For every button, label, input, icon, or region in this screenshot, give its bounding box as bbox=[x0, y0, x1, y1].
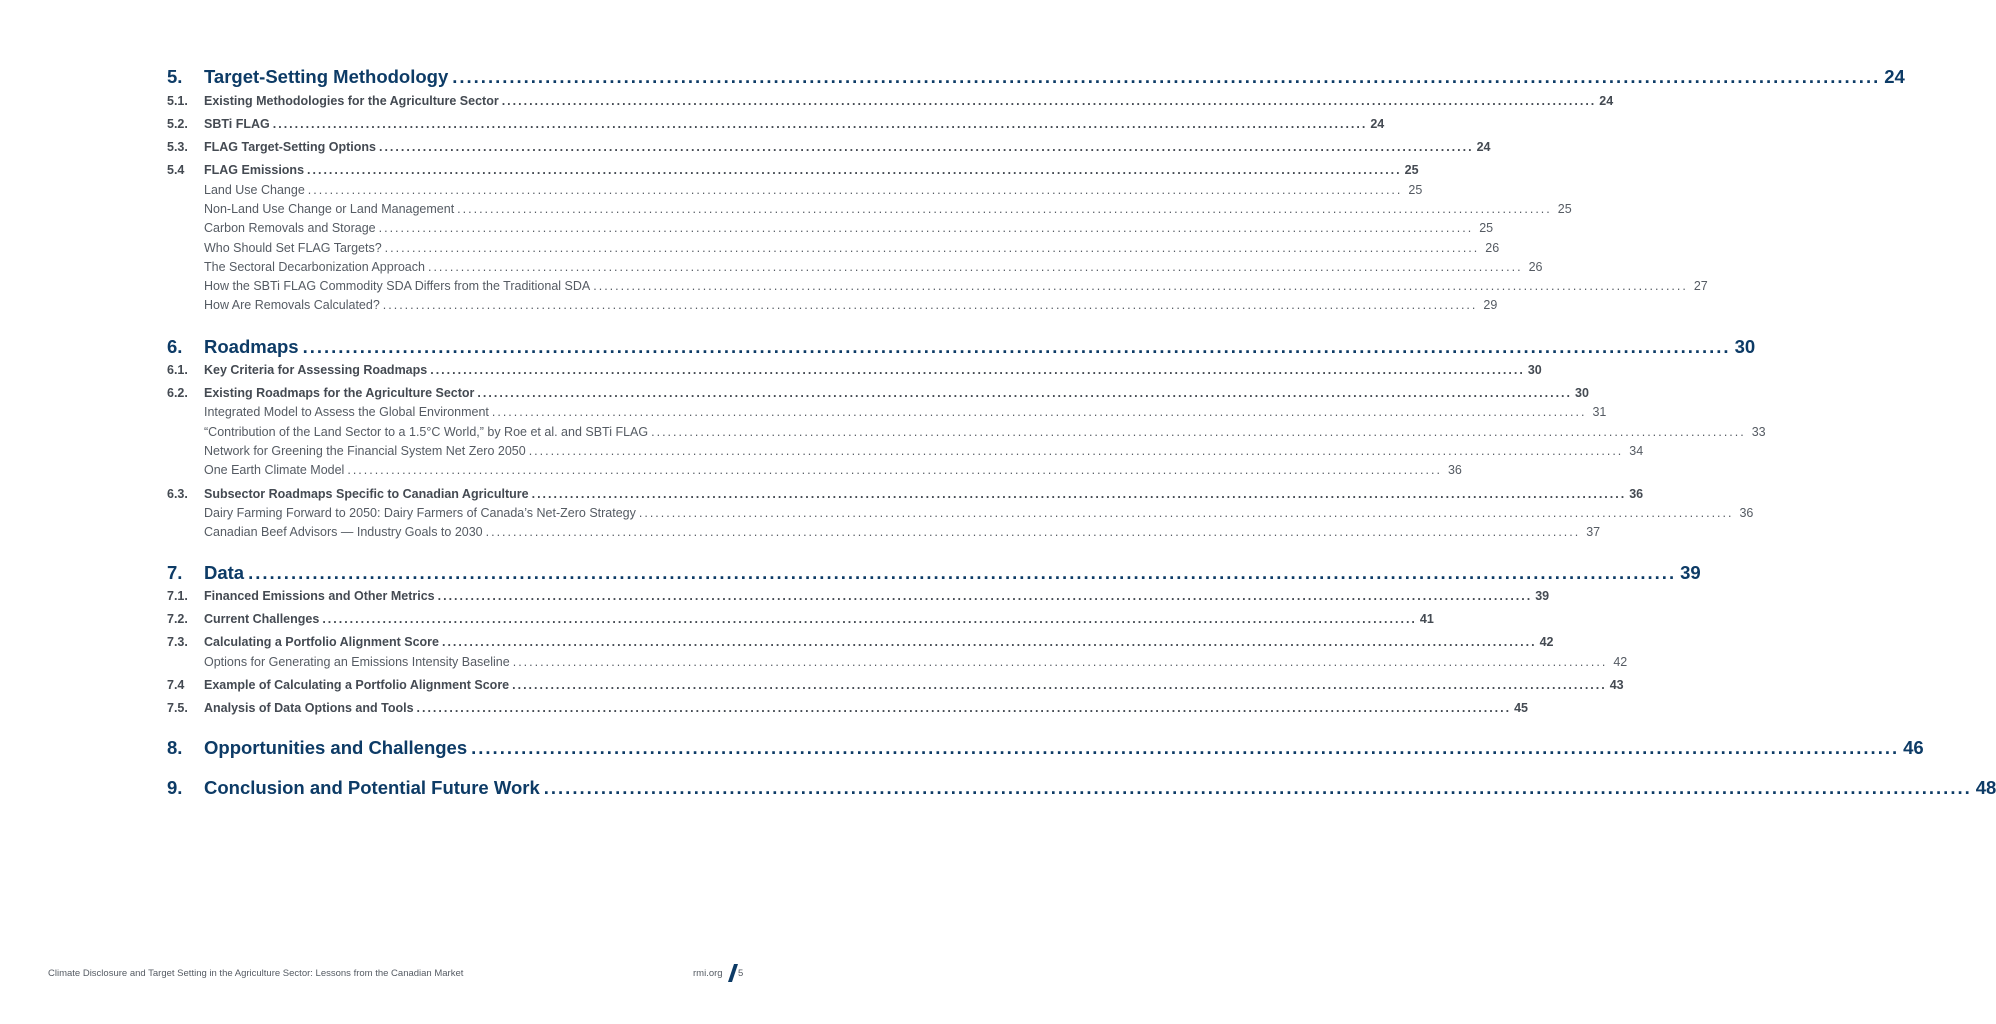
toc-row bbox=[204, 336, 1756, 358]
toc-section-number: 5. bbox=[167, 66, 183, 87]
toc-title: The Sectoral Decarbonization Approach bbox=[204, 260, 425, 274]
toc-dot-leader: ........................................................................................................................................................................................................ bbox=[302, 336, 1731, 357]
toc-dot-leader: ........................................................................................................................................................................................................ bbox=[452, 66, 1881, 87]
toc-title: Opportunities and Challenges bbox=[204, 737, 468, 758]
toc-title: Existing Roadmaps for the Agriculture Sector bbox=[204, 386, 475, 400]
toc-page-number: 33 bbox=[1751, 425, 1766, 439]
toc-page-number: 26 bbox=[1485, 241, 1500, 255]
toc-section-number: 9. bbox=[167, 777, 183, 798]
toc-dot-leader: ........................................................................................................................................................................................................ bbox=[382, 298, 1478, 312]
toc-title: Example of Calculating a Portfolio Alignment Score bbox=[204, 678, 510, 692]
toc-section-number: 5.3. bbox=[167, 140, 188, 154]
toc-page-number: 30 bbox=[1575, 386, 1589, 400]
toc-entry-level-2[interactable] bbox=[0, 363, 1542, 380]
toc-title: Canadian Beef Advisors — Industry Goals to 2030 bbox=[204, 525, 483, 539]
toc-dot-leader: ........................................................................................................................................................................................................ bbox=[471, 737, 1900, 758]
toc-entry-level-3[interactable] bbox=[0, 202, 1572, 219]
toc-row bbox=[204, 506, 1754, 520]
toc-title: Roadmaps bbox=[204, 336, 299, 357]
toc-title: Analysis of Data Options and Tools bbox=[204, 701, 414, 715]
toc-row bbox=[204, 777, 1996, 799]
toc-row bbox=[204, 562, 1701, 584]
toc-title: FLAG Emissions bbox=[204, 163, 305, 177]
toc-page-number: 26 bbox=[1528, 260, 1543, 274]
toc-row bbox=[204, 241, 1500, 255]
toc-entry-level-3[interactable] bbox=[0, 221, 1494, 238]
toc-dot-leader: ........................................................................................................................................................................................................ bbox=[248, 562, 1677, 583]
toc-page-number: 25 bbox=[1557, 202, 1572, 216]
toc-page-number: 42 bbox=[1539, 635, 1554, 649]
toc-entry-level-1[interactable] bbox=[0, 737, 1924, 761]
page-footer bbox=[0, 966, 791, 986]
toc-page-number: 24 bbox=[1599, 94, 1614, 108]
toc-row bbox=[204, 678, 1624, 692]
toc-section-number: 6.3. bbox=[167, 487, 188, 501]
toc-entry-level-2[interactable] bbox=[0, 386, 1589, 403]
toc-entry-level-3[interactable] bbox=[0, 425, 1766, 442]
toc-dot-leader: ........................................................................................................................................................................................................ bbox=[485, 525, 1581, 539]
toc-row bbox=[204, 589, 1550, 603]
toc-page-number: 43 bbox=[1609, 678, 1624, 692]
toc-entry-level-1[interactable] bbox=[0, 336, 1756, 360]
toc-entry-level-1[interactable] bbox=[0, 777, 1996, 801]
toc-row bbox=[204, 279, 1708, 293]
toc-page-number: 36 bbox=[1739, 506, 1754, 520]
toc-dot-leader: ........................................................................................................................................................................................................ bbox=[528, 444, 1624, 458]
toc-section-number: 5.2. bbox=[167, 117, 188, 131]
toc-row bbox=[204, 66, 1905, 88]
footer-site-link[interactable]: rmi.org bbox=[693, 968, 723, 979]
toc-row bbox=[204, 463, 1462, 477]
footer-page-number: 5 bbox=[738, 968, 744, 979]
toc-page-number: 30 bbox=[1734, 336, 1756, 357]
toc-entry-level-3[interactable] bbox=[0, 463, 1462, 480]
toc-dot-leader: ........................................................................................................................................................................................................ bbox=[378, 221, 1474, 235]
toc-title: Key Criteria for Assessing Roadmaps bbox=[204, 363, 428, 377]
toc-title: “Contribution of the Land Sector to a 1.5°C World,” by Roe et al. and SBTi FLAG bbox=[204, 425, 649, 439]
toc-row bbox=[204, 260, 1543, 274]
toc-title: Options for Generating an Emissions Intensity Baseline bbox=[204, 655, 510, 669]
toc-dot-leader: ........................................................................................................................................................................................................ bbox=[416, 701, 1512, 715]
toc-title: Calculating a Portfolio Alignment Score bbox=[204, 635, 439, 649]
toc-section-number: 6.2. bbox=[167, 386, 188, 400]
toc-dot-leader: ........................................................................................................................................................................................................ bbox=[307, 163, 1402, 177]
toc-section-number: 5.1. bbox=[167, 94, 188, 108]
toc-entry-level-2[interactable] bbox=[0, 163, 1419, 180]
toc-page-number: 30 bbox=[1527, 363, 1542, 377]
toc-title: Financed Emissions and Other Metrics bbox=[204, 589, 435, 603]
toc-dot-leader: ........................................................................................................................................................................................................ bbox=[593, 279, 1688, 293]
toc-page-number: 48 bbox=[1975, 777, 1996, 798]
toc-row bbox=[204, 94, 1614, 108]
toc-dot-leader: ........................................................................................................................................................................................................ bbox=[477, 386, 1573, 400]
toc-row bbox=[204, 202, 1572, 216]
toc-entry-level-3[interactable] bbox=[0, 241, 1500, 258]
toc-page-number: 24 bbox=[1884, 66, 1905, 87]
toc-section-number: 7. bbox=[167, 562, 183, 583]
toc-entry-level-3[interactable] bbox=[0, 183, 1423, 200]
toc-row bbox=[204, 183, 1423, 197]
toc-entry-level-2[interactable] bbox=[0, 635, 1554, 652]
toc-title: Carbon Removals and Storage bbox=[204, 221, 376, 235]
toc-dot-leader: ........................................................................................................................................................................................................ bbox=[491, 405, 1587, 419]
toc-title: Who Should Set FLAG Targets? bbox=[204, 241, 382, 255]
toc-title: SBTi FLAG bbox=[204, 117, 270, 131]
toc-section-number: 7.1. bbox=[167, 589, 188, 603]
toc-title: Network for Greening the Financial System Net Zero 2050 bbox=[204, 444, 526, 458]
toc-page-number: 39 bbox=[1680, 562, 1701, 583]
toc-dot-leader: ........................................................................................................................................................................................................ bbox=[437, 589, 1533, 603]
toc-page-number: 24 bbox=[1476, 140, 1491, 154]
toc-row bbox=[204, 221, 1494, 235]
toc-entry-level-3[interactable] bbox=[0, 298, 1498, 315]
toc-entry-level-1[interactable] bbox=[0, 66, 1905, 90]
toc-entry-level-3[interactable] bbox=[0, 260, 1543, 277]
toc-page-number: 45 bbox=[1514, 701, 1529, 715]
toc-page-number: 25 bbox=[1408, 183, 1423, 197]
toc-title: Current Challenges bbox=[204, 612, 320, 626]
toc-dot-leader: ........................................................................................................................................................................................................ bbox=[441, 635, 1537, 649]
toc-dot-leader: ........................................................................................................................................................................................................ bbox=[531, 487, 1627, 501]
toc-entry-level-2[interactable] bbox=[0, 140, 1491, 157]
slash-divider-icon bbox=[728, 964, 738, 982]
toc-title: How Are Removals Calculated? bbox=[204, 298, 380, 312]
toc-section-number: 7.4 bbox=[167, 678, 185, 692]
toc-dot-leader: ........................................................................................................................................................................................................ bbox=[512, 678, 1607, 692]
toc-page-number: 37 bbox=[1586, 525, 1601, 539]
toc-title: One Earth Climate Model bbox=[204, 463, 345, 477]
toc-dot-leader: ........................................................................................................................................................................................................ bbox=[347, 463, 1442, 477]
toc-dot-leader: ........................................................................................................................................................................................................ bbox=[272, 117, 1368, 131]
toc-title: Data bbox=[204, 562, 245, 583]
toc-row bbox=[204, 655, 1628, 669]
toc-page-number: 36 bbox=[1447, 463, 1462, 477]
toc-entry-level-3[interactable] bbox=[0, 506, 1754, 523]
footer-document-title: Climate Disclosure and Target Setting in the Agriculture Sector: Lessons from the Canadian Market bbox=[48, 968, 464, 979]
toc-row bbox=[204, 635, 1554, 649]
toc-row bbox=[204, 386, 1589, 400]
toc-page-number: 25 bbox=[1404, 163, 1419, 177]
toc-entry-level-2[interactable] bbox=[0, 612, 1434, 629]
toc-title: Subsector Roadmaps Specific to Canadian Agriculture bbox=[204, 487, 529, 501]
toc-dot-leader: ........................................................................................................................................................................................................ bbox=[512, 655, 1608, 669]
toc-page-number: 46 bbox=[1903, 737, 1924, 758]
toc-entry-level-2[interactable] bbox=[0, 678, 1624, 695]
toc-entry-level-3[interactable] bbox=[0, 525, 1601, 542]
toc-row bbox=[204, 487, 1644, 501]
toc-section-number: 8. bbox=[167, 737, 183, 758]
toc-page-number: 25 bbox=[1479, 221, 1494, 235]
toc-row bbox=[204, 525, 1601, 539]
toc-section-number: 7.3. bbox=[167, 635, 188, 649]
toc-row bbox=[204, 737, 1924, 759]
toc-title: Non-Land Use Change or Land Management bbox=[204, 202, 455, 216]
toc-page-number: 31 bbox=[1592, 405, 1607, 419]
toc-row bbox=[204, 425, 1766, 439]
toc-row bbox=[204, 701, 1529, 715]
toc-row bbox=[204, 117, 1385, 131]
toc-title: How the SBTi FLAG Commodity SDA Differs from the Traditional SDA bbox=[204, 279, 591, 293]
toc-title: Integrated Model to Assess the Global Environment bbox=[204, 405, 489, 419]
toc-dot-leader: ........................................................................................................................................................................................................ bbox=[307, 183, 1403, 197]
toc-page-number: 24 bbox=[1370, 117, 1385, 131]
toc-page-number: 27 bbox=[1693, 279, 1708, 293]
toc-dot-leader: ........................................................................................................................................................................................................ bbox=[651, 425, 1746, 439]
toc-page-number: 34 bbox=[1629, 444, 1644, 458]
toc-page-number: 41 bbox=[1419, 612, 1434, 626]
toc-row bbox=[204, 163, 1419, 177]
toc-section-number: 6.1. bbox=[167, 363, 188, 377]
toc-entry-level-2[interactable] bbox=[0, 589, 1550, 606]
toc-title: Conclusion and Potential Future Work bbox=[204, 777, 540, 798]
toc-section-number: 5.4 bbox=[167, 163, 185, 177]
toc-row bbox=[204, 444, 1644, 458]
toc-entry-level-3[interactable] bbox=[0, 405, 1607, 422]
toc-title: Existing Methodologies for the Agriculture Sector bbox=[204, 94, 499, 108]
toc-title: Target-Setting Methodology bbox=[204, 66, 449, 87]
toc-section-number: 6. bbox=[167, 336, 183, 357]
toc-entry-level-1[interactable] bbox=[0, 562, 1701, 586]
toc-dot-leader: ........................................................................................................................................................................................................ bbox=[427, 260, 1523, 274]
toc-page-number: 39 bbox=[1535, 589, 1550, 603]
toc-title: Land Use Change bbox=[204, 183, 305, 197]
toc-dot-leader: ........................................................................................................................................................................................................ bbox=[457, 202, 1552, 216]
toc-row bbox=[204, 363, 1542, 377]
toc-dot-leader: ........................................................................................................................................................................................................ bbox=[322, 612, 1417, 626]
toc-dot-leader: ........................................................................................................................................................................................................ bbox=[384, 241, 1480, 255]
toc-section-number: 7.2. bbox=[167, 612, 188, 626]
toc-page-number: 42 bbox=[1613, 655, 1628, 669]
toc-row bbox=[204, 405, 1607, 419]
toc-row bbox=[204, 612, 1434, 626]
toc-entry-level-2[interactable] bbox=[0, 117, 1385, 134]
toc-dot-leader: ........................................................................................................................................................................................................ bbox=[638, 506, 1734, 520]
toc-dot-leader: ........................................................................................................................................................................................................ bbox=[543, 777, 1972, 798]
toc-page-number: 29 bbox=[1483, 298, 1498, 312]
toc-dot-leader: ........................................................................................................................................................................................................ bbox=[378, 140, 1474, 154]
toc-entry-level-2[interactable] bbox=[0, 94, 1614, 111]
toc-page-number: 36 bbox=[1629, 487, 1644, 501]
toc-entry-level-3[interactable] bbox=[0, 279, 1708, 296]
toc-entry-level-3[interactable] bbox=[0, 444, 1644, 461]
toc-title: Dairy Farming Forward to 2050: Dairy Farmers of Canada’s Net-Zero Strategy bbox=[204, 506, 636, 520]
toc-row bbox=[204, 140, 1491, 154]
toc-title: FLAG Target-Setting Options bbox=[204, 140, 376, 154]
toc-entry-level-2[interactable] bbox=[0, 701, 1529, 718]
toc-entry-level-3[interactable] bbox=[0, 655, 1628, 672]
toc-section-number: 7.5. bbox=[167, 701, 188, 715]
toc-row bbox=[204, 298, 1498, 312]
toc-entry-level-2[interactable] bbox=[0, 487, 1644, 504]
toc-dot-leader: ........................................................................................................................................................................................................ bbox=[501, 94, 1597, 108]
toc-dot-leader: ........................................................................................................................................................................................................ bbox=[430, 363, 1525, 377]
